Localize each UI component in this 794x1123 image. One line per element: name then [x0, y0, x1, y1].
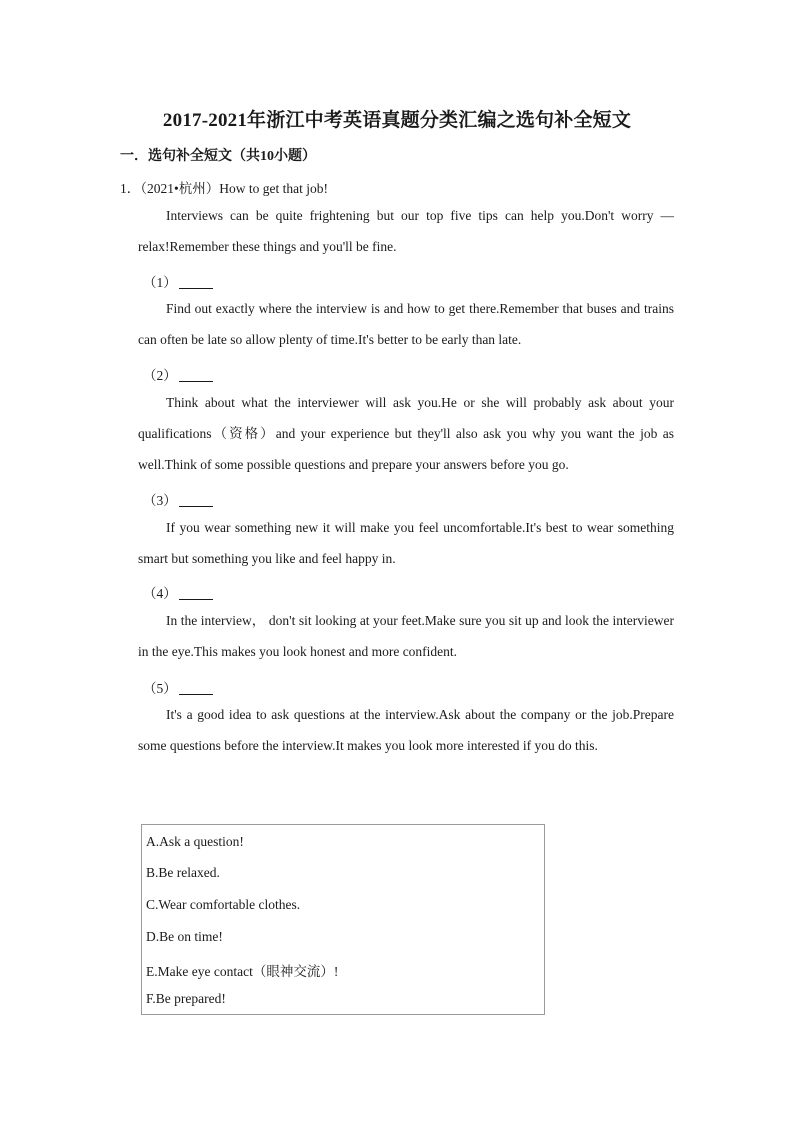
blank-number: （3） — [143, 493, 177, 508]
option-e: E.Make eye contact（眼神交流）! — [146, 964, 339, 979]
tip-paragraph-5: It's a good idea to ask questions at the interview.Ask about the company or the job.Prepare some questions before the interview.It makes you look more interested if you do this. — [138, 707, 674, 753]
answer-blank[interactable] — [179, 274, 213, 289]
option-f: F.Be prepared! — [146, 991, 226, 1006]
section-heading: 一．选句补全短文（共10小题） — [120, 149, 316, 164]
blank-label-1 — [143, 271, 213, 291]
question-prompt: How to get that job! — [219, 181, 328, 196]
tip-paragraph-3: If you wear something new it will make you feel uncomfortable.It's best to wear something smart but something you like and feel happy in. — [138, 520, 674, 566]
page-title: 2017-2021年浙江中考英语真题分类汇编之选句补全短文 — [162, 110, 632, 131]
option-b: B.Be relaxed. — [146, 865, 220, 880]
tip-paragraph-2: Think about what the interviewer will ask you.He or she will probably ask about your qualifications（资格）and your experience but they'll also ask you why you want the job as well.Think of some possible questions and prepare your answers before you go. — [138, 395, 674, 472]
question-number: 1． — [120, 181, 141, 196]
option-a: A.Ask a question! — [146, 834, 244, 849]
blank-label-4 — [143, 582, 213, 602]
options-box — [141, 824, 545, 1015]
blank-number: （1） — [143, 275, 177, 290]
blank-label-2 — [143, 364, 213, 384]
question-source: （2021•杭州） — [140, 181, 220, 196]
question-header — [120, 177, 328, 197]
intro-paragraph: Interviews can be quite frightening but our top five tips can help you.Don't worry — relax!Remember these things and you'll be fine. — [138, 208, 674, 254]
tip-paragraph-1: Find out exactly where the interview is and how to get there.Remember that buses and trains can often be late so allow plenty of time.It's better to be early than late. — [138, 301, 674, 347]
tip-paragraph-4: In the interview， don't sit looking at your feet.Make sure you sit up and look the interviewer in the eye.This makes you look honest and more confident. — [138, 613, 674, 659]
answer-blank[interactable] — [179, 492, 213, 507]
answer-blank[interactable] — [179, 367, 213, 382]
option-c: C.Wear comfortable clothes. — [146, 897, 301, 912]
blank-label-3 — [143, 489, 213, 509]
option-d: D.Be on time! — [146, 929, 223, 944]
blank-number: （4） — [143, 586, 177, 601]
blank-number: （5） — [143, 681, 177, 696]
blank-label-5 — [143, 677, 213, 697]
answer-blank[interactable] — [179, 585, 213, 600]
blank-number: （2） — [143, 368, 177, 383]
answer-blank[interactable] — [179, 680, 213, 695]
